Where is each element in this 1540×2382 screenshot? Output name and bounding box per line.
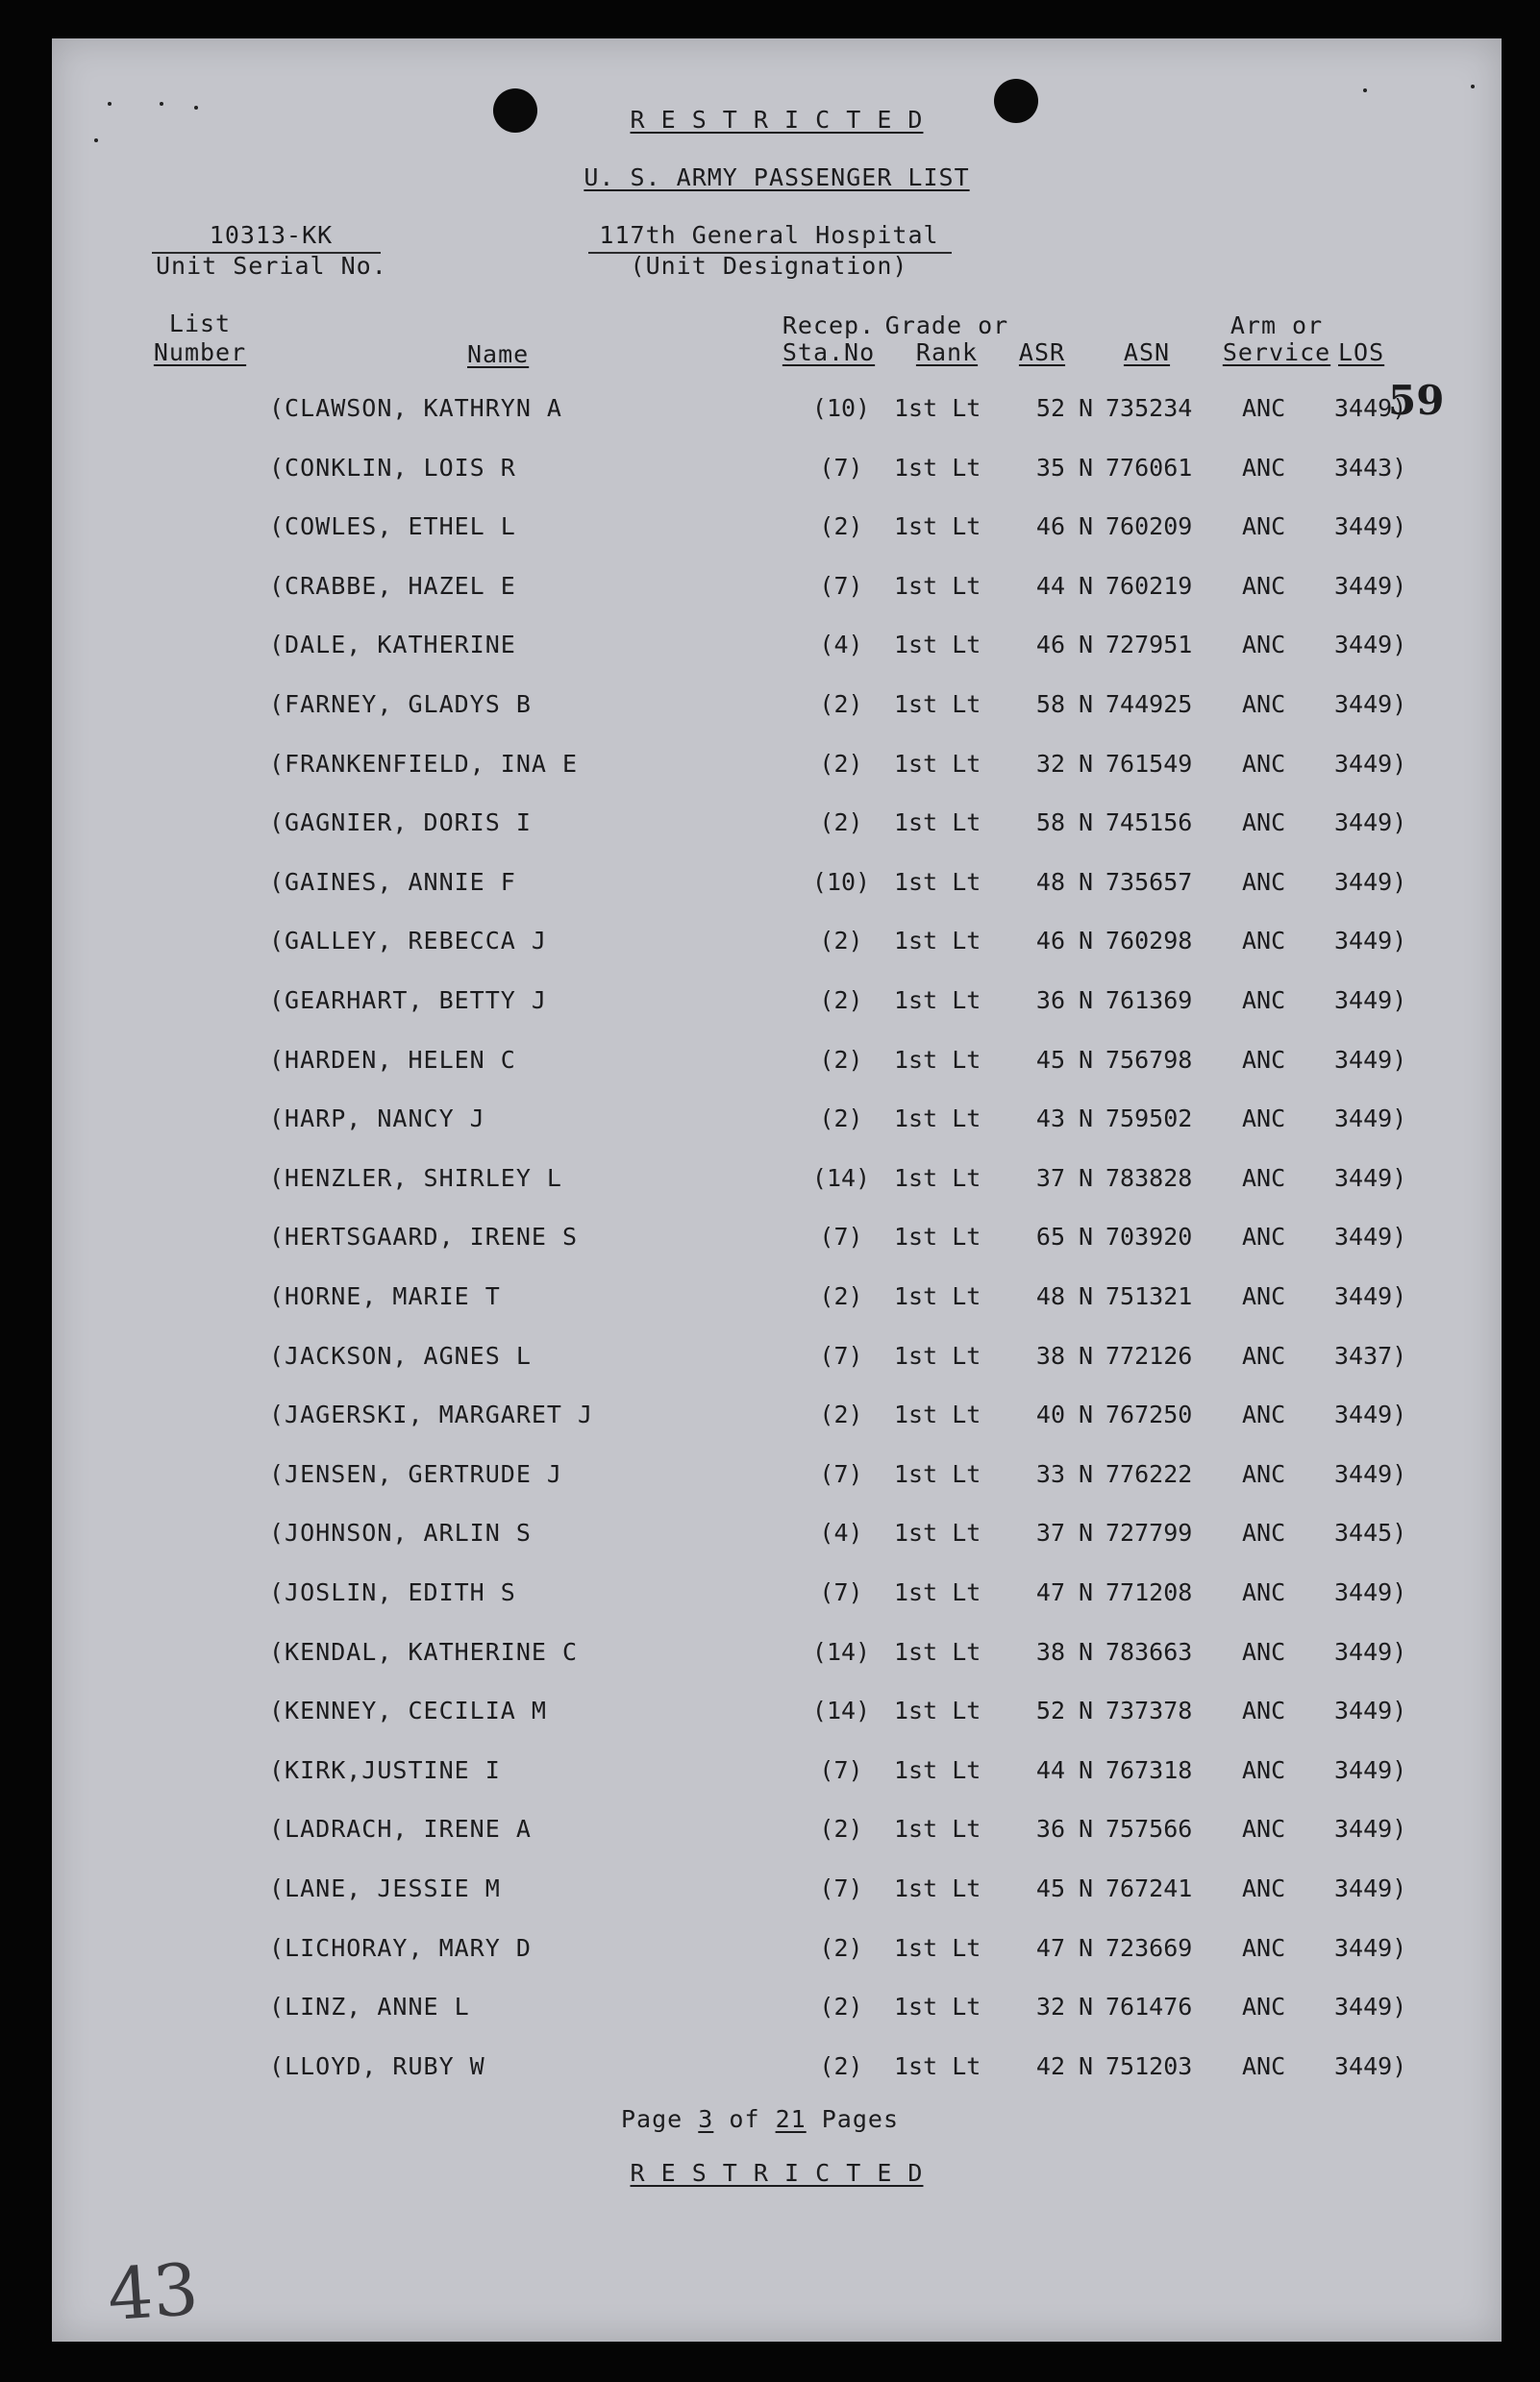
passenger-name: (HORNE, MARIE T bbox=[269, 1282, 501, 1310]
asr-score: 36 bbox=[1035, 986, 1065, 1014]
table-row bbox=[52, 454, 1502, 492]
grade-rank: 1st Lt bbox=[894, 512, 981, 541]
asn-number: 767318 bbox=[1105, 1755, 1193, 1784]
asr-score: 36 bbox=[1035, 1815, 1065, 1844]
grade-rank: 1st Lt bbox=[894, 1815, 981, 1844]
los-code: 3449) bbox=[1334, 1223, 1407, 1252]
los-code: 3449) bbox=[1334, 394, 1407, 422]
col-grade-1: Grade or bbox=[884, 311, 1009, 339]
grade-rank: 1st Lt bbox=[894, 1993, 981, 2022]
asr-score: 38 bbox=[1035, 1341, 1065, 1370]
table-row bbox=[52, 1164, 1502, 1203]
arm-service: ANC bbox=[1242, 1223, 1286, 1252]
col-grade-2: Rank bbox=[915, 338, 979, 366]
asn-number: 767250 bbox=[1105, 1401, 1193, 1429]
passenger-name: (COWLES, ETHEL L bbox=[269, 512, 516, 541]
unit-serial-label: Unit Serial No. bbox=[156, 252, 387, 280]
asn-prefix: N bbox=[1079, 571, 1094, 600]
asn-number: 703920 bbox=[1105, 1223, 1193, 1252]
passenger-name: (FRANKENFIELD, INA E bbox=[269, 749, 579, 778]
col-arm-2: Service bbox=[1222, 338, 1331, 366]
los-code: 3449) bbox=[1334, 1282, 1407, 1310]
asn-prefix: N bbox=[1079, 808, 1094, 837]
table-row bbox=[52, 808, 1502, 847]
asn-number: 751203 bbox=[1105, 2051, 1193, 2080]
page-stamp-number: 59 bbox=[1388, 377, 1445, 424]
asr-score: 47 bbox=[1035, 1933, 1065, 1962]
los-code: 3449) bbox=[1334, 1874, 1407, 1902]
arm-service: ANC bbox=[1242, 986, 1286, 1014]
passenger-name: (CLAWSON, KATHRYN A bbox=[269, 394, 562, 422]
reception-station: (2) bbox=[819, 1993, 863, 2022]
asn-prefix: N bbox=[1079, 453, 1094, 482]
los-code: 3437) bbox=[1334, 1341, 1407, 1370]
asn-number: 761476 bbox=[1105, 1993, 1193, 2022]
passenger-name: (GEARHART, BETTY J bbox=[269, 986, 547, 1014]
table-row bbox=[52, 1934, 1502, 1973]
los-code: 3449) bbox=[1334, 1104, 1407, 1133]
reception-station: (7) bbox=[819, 453, 863, 482]
arm-service: ANC bbox=[1242, 2051, 1286, 2080]
los-code: 3445) bbox=[1334, 1519, 1407, 1548]
reception-station: (2) bbox=[819, 512, 863, 541]
passenger-name: (CRABBE, HAZEL E bbox=[269, 571, 516, 600]
los-code: 3449) bbox=[1334, 2051, 1407, 2080]
asn-number: 735234 bbox=[1105, 394, 1193, 422]
asr-score: 33 bbox=[1035, 1459, 1065, 1488]
col-list-number-1: List bbox=[168, 310, 232, 337]
asn-prefix: N bbox=[1079, 927, 1094, 955]
col-recep-2: Sta.No bbox=[782, 338, 876, 366]
reception-station: (7) bbox=[819, 1874, 863, 1902]
grade-rank: 1st Lt bbox=[894, 1045, 981, 1074]
asn-number: 727951 bbox=[1105, 631, 1193, 659]
passenger-name: (LANE, JESSIE M bbox=[269, 1874, 501, 1902]
punch-hole bbox=[493, 88, 537, 133]
speck bbox=[160, 102, 163, 106]
asn-prefix: N bbox=[1079, 631, 1094, 659]
arm-service: ANC bbox=[1242, 867, 1286, 896]
arm-service: ANC bbox=[1242, 1104, 1286, 1133]
los-code: 3449) bbox=[1334, 1815, 1407, 1844]
table-row bbox=[52, 690, 1502, 729]
asr-score: 37 bbox=[1035, 1163, 1065, 1192]
asn-prefix: N bbox=[1079, 690, 1094, 718]
asr-score: 35 bbox=[1035, 453, 1065, 482]
asn-prefix: N bbox=[1079, 1401, 1094, 1429]
col-list-number-2: Number bbox=[153, 338, 247, 366]
asn-number: 735657 bbox=[1105, 867, 1193, 896]
passenger-name: (GALLEY, REBECCA J bbox=[269, 927, 547, 955]
grade-rank: 1st Lt bbox=[894, 1341, 981, 1370]
passenger-name: (KIRK,JUSTINE I bbox=[269, 1755, 501, 1784]
passenger-name: (LICHORAY, MARY D bbox=[269, 1933, 532, 1962]
asr-score: 46 bbox=[1035, 631, 1065, 659]
los-code: 3449) bbox=[1334, 808, 1407, 837]
table-row bbox=[52, 572, 1502, 610]
asn-prefix: N bbox=[1079, 867, 1094, 896]
los-code: 3449) bbox=[1334, 571, 1407, 600]
reception-station: (10) bbox=[811, 867, 871, 896]
asn-prefix: N bbox=[1079, 512, 1094, 541]
los-code: 3449) bbox=[1334, 1993, 1407, 2022]
table-row bbox=[52, 1046, 1502, 1084]
asn-number: 759502 bbox=[1105, 1104, 1193, 1133]
reception-station: (7) bbox=[819, 571, 863, 600]
of-word: of bbox=[729, 2105, 760, 2133]
asn-prefix: N bbox=[1079, 1755, 1094, 1784]
arm-service: ANC bbox=[1242, 631, 1286, 659]
arm-service: ANC bbox=[1242, 1755, 1286, 1784]
handwritten-number: 43 bbox=[105, 2247, 202, 2338]
grade-rank: 1st Lt bbox=[894, 1933, 981, 1962]
unit-designation-value: 117th General Hospital bbox=[599, 221, 939, 249]
asn-number: 761549 bbox=[1105, 749, 1193, 778]
reception-station: (2) bbox=[819, 1104, 863, 1133]
grade-rank: 1st Lt bbox=[894, 749, 981, 778]
asr-score: 45 bbox=[1035, 1874, 1065, 1902]
asn-prefix: N bbox=[1079, 1163, 1094, 1192]
asr-score: 58 bbox=[1035, 690, 1065, 718]
arm-service: ANC bbox=[1242, 1874, 1286, 1902]
grade-rank: 1st Lt bbox=[894, 453, 981, 482]
asn-prefix: N bbox=[1079, 1459, 1094, 1488]
asn-number: 776222 bbox=[1105, 1459, 1193, 1488]
asn-number: 745156 bbox=[1105, 808, 1193, 837]
table-row bbox=[52, 1519, 1502, 1557]
los-code: 3449) bbox=[1334, 749, 1407, 778]
arm-service: ANC bbox=[1242, 1815, 1286, 1844]
asn-prefix: N bbox=[1079, 1104, 1094, 1133]
reception-station: (2) bbox=[819, 690, 863, 718]
speck bbox=[1363, 88, 1367, 92]
table-row bbox=[52, 631, 1502, 669]
passenger-name: (KENDAL, KATHERINE C bbox=[269, 1637, 579, 1666]
arm-service: ANC bbox=[1242, 1578, 1286, 1606]
los-code: 3443) bbox=[1334, 453, 1407, 482]
asn-prefix: N bbox=[1079, 1933, 1094, 1962]
asn-number: 744925 bbox=[1105, 690, 1193, 718]
passenger-name: (CONKLIN, LOIS R bbox=[269, 453, 516, 482]
asn-prefix: N bbox=[1079, 986, 1094, 1014]
grade-rank: 1st Lt bbox=[894, 1401, 981, 1429]
reception-station: (7) bbox=[819, 1755, 863, 1784]
reception-station: (2) bbox=[819, 808, 863, 837]
asn-prefix: N bbox=[1079, 1341, 1094, 1370]
reception-station: (14) bbox=[811, 1637, 871, 1666]
asn-number: 771208 bbox=[1105, 1578, 1193, 1606]
table-row bbox=[52, 1638, 1502, 1676]
punch-hole bbox=[994, 79, 1038, 123]
asn-prefix: N bbox=[1079, 1815, 1094, 1844]
grade-rank: 1st Lt bbox=[894, 1697, 981, 1725]
asr-score: 38 bbox=[1035, 1637, 1065, 1666]
los-code: 3449) bbox=[1334, 1933, 1407, 1962]
table-row bbox=[52, 1815, 1502, 1853]
passenger-name: (FARNEY, GLADYS B bbox=[269, 690, 532, 718]
asr-score: 48 bbox=[1035, 867, 1065, 896]
reception-station: (2) bbox=[819, 986, 863, 1014]
table-row bbox=[52, 1874, 1502, 1913]
asr-score: 48 bbox=[1035, 1282, 1065, 1310]
reception-station: (7) bbox=[819, 1459, 863, 1488]
reception-station: (4) bbox=[819, 631, 863, 659]
asr-score: 47 bbox=[1035, 1578, 1065, 1606]
page-word: Page bbox=[621, 2105, 683, 2133]
asr-score: 46 bbox=[1035, 512, 1065, 541]
page-number: 3 bbox=[698, 2105, 714, 2133]
asn-number: 751321 bbox=[1105, 1282, 1193, 1310]
col-recep-1: Recep. bbox=[782, 311, 876, 339]
reception-station: (2) bbox=[819, 1933, 863, 1962]
arm-service: ANC bbox=[1242, 1163, 1286, 1192]
pages-word: Pages bbox=[821, 2105, 900, 2133]
grade-rank: 1st Lt bbox=[894, 394, 981, 422]
los-code: 3449) bbox=[1334, 1401, 1407, 1429]
los-code: 3449) bbox=[1334, 1637, 1407, 1666]
asn-prefix: N bbox=[1079, 1993, 1094, 2022]
document-title: U. S. ARMY PASSENGER LIST bbox=[584, 163, 970, 191]
reception-station: (7) bbox=[819, 1223, 863, 1252]
speck bbox=[94, 138, 98, 142]
table-row bbox=[52, 927, 1502, 965]
asn-prefix: N bbox=[1079, 1697, 1094, 1725]
asr-score: 44 bbox=[1035, 571, 1065, 600]
table-row bbox=[52, 1993, 1502, 2031]
grade-rank: 1st Lt bbox=[894, 927, 981, 955]
arm-service: ANC bbox=[1242, 1045, 1286, 1074]
asn-prefix: N bbox=[1079, 749, 1094, 778]
arm-service: ANC bbox=[1242, 808, 1286, 837]
passenger-name: (HERTSGAARD, IRENE S bbox=[269, 1223, 579, 1252]
col-asn: ASN bbox=[1123, 338, 1171, 366]
asn-prefix: N bbox=[1079, 1519, 1094, 1548]
reception-station: (2) bbox=[819, 1045, 863, 1074]
passenger-name: (HENZLER, SHIRLEY L bbox=[269, 1163, 562, 1192]
arm-service: ANC bbox=[1242, 1282, 1286, 1310]
arm-service: ANC bbox=[1242, 1637, 1286, 1666]
asr-score: 32 bbox=[1035, 749, 1065, 778]
asr-score: 43 bbox=[1035, 1104, 1065, 1133]
asr-score: 46 bbox=[1035, 927, 1065, 955]
asn-number: 783663 bbox=[1105, 1637, 1193, 1666]
asn-number: 761369 bbox=[1105, 986, 1193, 1014]
asn-prefix: N bbox=[1079, 1874, 1094, 1902]
asr-score: 52 bbox=[1035, 394, 1065, 422]
grade-rank: 1st Lt bbox=[894, 1163, 981, 1192]
speck bbox=[108, 102, 112, 106]
restricted-header: R E S T R I C T E D bbox=[630, 106, 924, 134]
los-code: 3449) bbox=[1334, 867, 1407, 896]
asr-score: 42 bbox=[1035, 2051, 1065, 2080]
table-row bbox=[52, 1282, 1502, 1321]
arm-service: ANC bbox=[1242, 571, 1286, 600]
asn-prefix: N bbox=[1079, 1045, 1094, 1074]
passenger-name: (JAGERSKI, MARGARET J bbox=[269, 1401, 594, 1429]
grade-rank: 1st Lt bbox=[894, 808, 981, 837]
table-row bbox=[52, 1223, 1502, 1261]
page-indicator bbox=[621, 2105, 899, 2133]
table-row bbox=[52, 1756, 1502, 1795]
table-row bbox=[52, 512, 1502, 551]
col-name: Name bbox=[467, 340, 530, 368]
asn-number: 760209 bbox=[1105, 512, 1193, 541]
asr-score: 37 bbox=[1035, 1519, 1065, 1548]
table-row bbox=[52, 2052, 1502, 2091]
grade-rank: 1st Lt bbox=[894, 631, 981, 659]
grade-rank: 1st Lt bbox=[894, 986, 981, 1014]
arm-service: ANC bbox=[1242, 1341, 1286, 1370]
grade-rank: 1st Lt bbox=[894, 571, 981, 600]
speck bbox=[1471, 85, 1475, 88]
los-code: 3449) bbox=[1334, 1163, 1407, 1192]
asn-prefix: N bbox=[1079, 1578, 1094, 1606]
los-code: 3449) bbox=[1334, 1459, 1407, 1488]
asr-score: 65 bbox=[1035, 1223, 1065, 1252]
reception-station: (4) bbox=[819, 1519, 863, 1548]
grade-rank: 1st Lt bbox=[894, 867, 981, 896]
asn-prefix: N bbox=[1079, 1637, 1094, 1666]
asr-score: 45 bbox=[1035, 1045, 1065, 1074]
passenger-name: (GAGNIER, DORIS I bbox=[269, 808, 532, 837]
grade-rank: 1st Lt bbox=[894, 1223, 981, 1252]
grade-rank: 1st Lt bbox=[894, 2051, 981, 2080]
asn-number: 727799 bbox=[1105, 1519, 1193, 1548]
arm-service: ANC bbox=[1242, 394, 1286, 422]
restricted-footer: R E S T R I C T E D bbox=[630, 2159, 924, 2187]
asn-number: 737378 bbox=[1105, 1697, 1193, 1725]
grade-rank: 1st Lt bbox=[894, 1459, 981, 1488]
col-los: LOS bbox=[1338, 338, 1385, 366]
passenger-name: (JOSLIN, EDITH S bbox=[269, 1578, 516, 1606]
los-code: 3449) bbox=[1334, 1697, 1407, 1725]
passenger-name: (HARP, NANCY J bbox=[269, 1104, 485, 1133]
arm-service: ANC bbox=[1242, 690, 1286, 718]
unit-designation-label: (Unit Designation) bbox=[630, 252, 908, 280]
asn-prefix: N bbox=[1079, 1282, 1094, 1310]
grade-rank: 1st Lt bbox=[894, 1104, 981, 1133]
reception-station: (14) bbox=[811, 1163, 871, 1192]
reception-station: (2) bbox=[819, 2051, 863, 2080]
reception-station: (2) bbox=[819, 1282, 863, 1310]
grade-rank: 1st Lt bbox=[894, 1755, 981, 1784]
asr-score: 40 bbox=[1035, 1401, 1065, 1429]
grade-rank: 1st Lt bbox=[894, 1578, 981, 1606]
arm-service: ANC bbox=[1242, 1933, 1286, 1962]
reception-station: (2) bbox=[819, 1401, 863, 1429]
arm-service: ANC bbox=[1242, 1459, 1286, 1488]
document-sheet bbox=[52, 38, 1502, 2342]
asr-score: 44 bbox=[1035, 1755, 1065, 1784]
asn-prefix: N bbox=[1079, 394, 1094, 422]
passenger-name: (LADRACH, IRENE A bbox=[269, 1815, 532, 1844]
asn-number: 783828 bbox=[1105, 1163, 1193, 1192]
page-total: 21 bbox=[775, 2105, 807, 2133]
passenger-name: (JENSEN, GERTRUDE J bbox=[269, 1459, 562, 1488]
asr-score: 58 bbox=[1035, 808, 1065, 837]
los-code: 3449) bbox=[1334, 1578, 1407, 1606]
reception-station: (2) bbox=[819, 927, 863, 955]
arm-service: ANC bbox=[1242, 1401, 1286, 1429]
reception-station: (2) bbox=[819, 1815, 863, 1844]
arm-service: ANC bbox=[1242, 1519, 1286, 1548]
speck bbox=[194, 106, 198, 110]
los-code: 3449) bbox=[1334, 512, 1407, 541]
asn-number: 757566 bbox=[1105, 1815, 1193, 1844]
table-row bbox=[52, 1460, 1502, 1499]
passenger-name: (LLOYD, RUBY W bbox=[269, 2051, 485, 2080]
asn-prefix: N bbox=[1079, 1223, 1094, 1252]
los-code: 3449) bbox=[1334, 1755, 1407, 1784]
asn-number: 772126 bbox=[1105, 1341, 1193, 1370]
asr-score: 32 bbox=[1035, 1993, 1065, 2022]
reception-station: (10) bbox=[811, 394, 871, 422]
passenger-name: (HARDEN, HELEN C bbox=[269, 1045, 516, 1074]
arm-service: ANC bbox=[1242, 1993, 1286, 2022]
col-asr: ASR bbox=[1018, 338, 1066, 366]
reception-station: (2) bbox=[819, 749, 863, 778]
asn-number: 776061 bbox=[1105, 453, 1193, 482]
table-row bbox=[52, 1401, 1502, 1439]
table-row bbox=[52, 1342, 1502, 1380]
los-code: 3449) bbox=[1334, 690, 1407, 718]
col-arm-1: Arm or bbox=[1230, 311, 1324, 339]
asn-number: 756798 bbox=[1105, 1045, 1193, 1074]
grade-rank: 1st Lt bbox=[894, 1282, 981, 1310]
asn-number: 760219 bbox=[1105, 571, 1193, 600]
asr-score: 52 bbox=[1035, 1697, 1065, 1725]
arm-service: ANC bbox=[1242, 927, 1286, 955]
los-code: 3449) bbox=[1334, 927, 1407, 955]
table-row bbox=[52, 1104, 1502, 1143]
table-row bbox=[52, 986, 1502, 1025]
asn-number: 723669 bbox=[1105, 1933, 1193, 1962]
passenger-name: (JOHNSON, ARLIN S bbox=[269, 1519, 532, 1548]
table-row bbox=[52, 868, 1502, 906]
los-code: 3449) bbox=[1334, 986, 1407, 1014]
grade-rank: 1st Lt bbox=[894, 1874, 981, 1902]
table-row bbox=[52, 750, 1502, 788]
asn-number: 767241 bbox=[1105, 1874, 1193, 1902]
los-code: 3449) bbox=[1334, 631, 1407, 659]
reception-station: (7) bbox=[819, 1341, 863, 1370]
table-row bbox=[52, 1578, 1502, 1617]
passenger-name: (DALE, KATHERINE bbox=[269, 631, 516, 659]
grade-rank: 1st Lt bbox=[894, 1519, 981, 1548]
table-row bbox=[52, 394, 1502, 433]
table-row bbox=[52, 1697, 1502, 1735]
reception-station: (14) bbox=[811, 1697, 871, 1725]
passenger-name: (LINZ, ANNE L bbox=[269, 1993, 470, 2022]
los-code: 3449) bbox=[1334, 1045, 1407, 1074]
arm-service: ANC bbox=[1242, 453, 1286, 482]
arm-service: ANC bbox=[1242, 1697, 1286, 1725]
grade-rank: 1st Lt bbox=[894, 1637, 981, 1666]
passenger-name: (JACKSON, AGNES L bbox=[269, 1341, 532, 1370]
asn-prefix: N bbox=[1079, 2051, 1094, 2080]
arm-service: ANC bbox=[1242, 512, 1286, 541]
passenger-name: (KENNEY, CECILIA M bbox=[269, 1697, 547, 1725]
grade-rank: 1st Lt bbox=[894, 690, 981, 718]
passenger-name: (GAINES, ANNIE F bbox=[269, 867, 516, 896]
reception-station: (7) bbox=[819, 1578, 863, 1606]
asn-number: 760298 bbox=[1105, 927, 1193, 955]
arm-service: ANC bbox=[1242, 749, 1286, 778]
unit-serial-value: 10313-KK bbox=[209, 221, 334, 249]
